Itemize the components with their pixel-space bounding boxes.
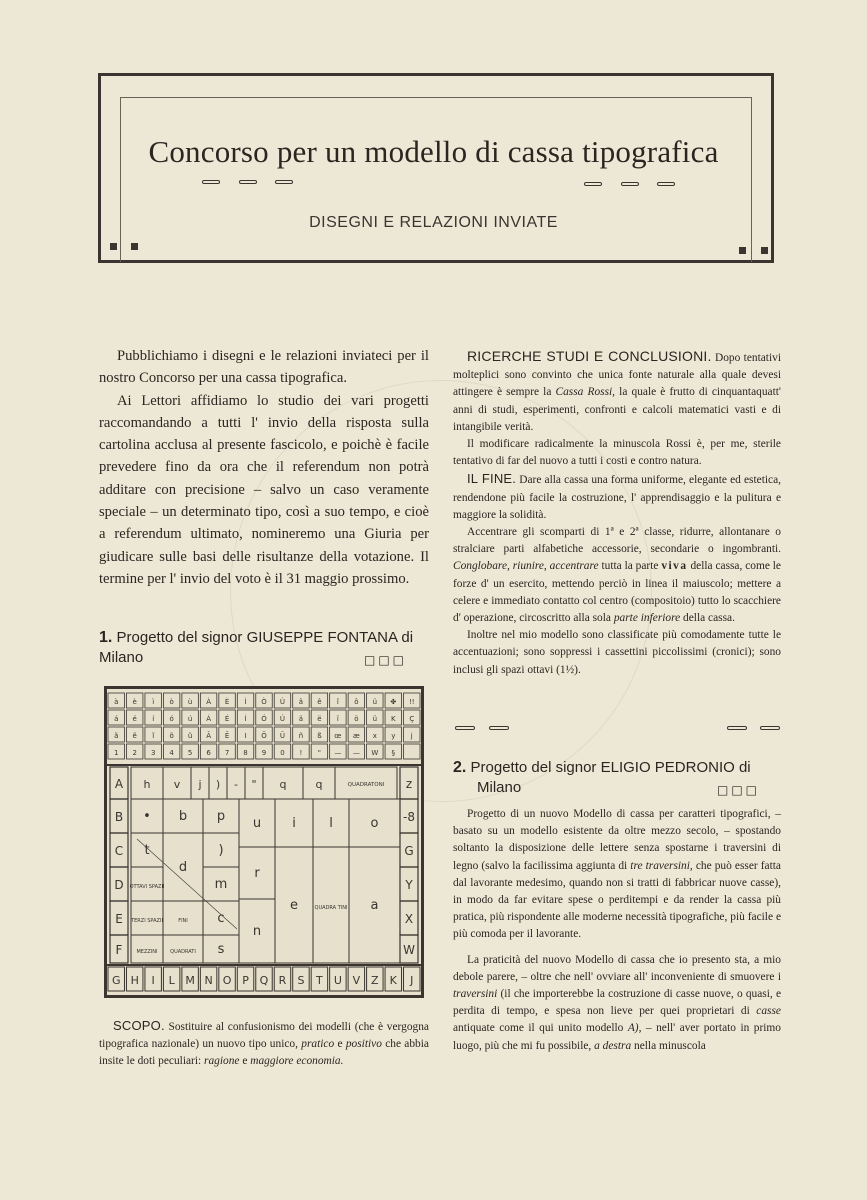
accent-cell: ẽ [132, 732, 137, 740]
accent-cell: ï [336, 715, 339, 723]
accent-cell: ê [317, 698, 322, 706]
case-cell: s [217, 942, 225, 957]
scopo-text: Sostituire al confusionismo dei modelli (che è vergogna tipografica nazionale) un nuovo tipo unico, [99, 1021, 429, 1051]
capital-cell: F [115, 943, 123, 957]
ornament [727, 726, 747, 730]
capital-cell: B [114, 810, 124, 824]
capital-cell: z [405, 777, 413, 791]
case-cell: n [252, 924, 262, 939]
accentrare-text: tutta la parte [601, 560, 659, 573]
bottom-capital-cell: T [316, 974, 323, 987]
ornament-square [110, 243, 117, 250]
bottom-capital-cell: K [389, 974, 397, 987]
accent-cell: ũ [187, 732, 193, 740]
accent-cell: Ó [261, 715, 267, 723]
ricerche-text: la quale è frutto di cinquantaquatt' anni di studi, esperimenti, confronti e calcoli matematici vasti e di intangibile verità. [453, 386, 781, 433]
accent-cell: é [132, 715, 137, 723]
type-case-drawing [107, 689, 421, 995]
case-cell: • [143, 809, 151, 824]
bottom-capital-cell: R [278, 974, 287, 987]
case-cell: t [144, 843, 150, 858]
accent-cell: 4 [169, 749, 174, 757]
case-compartment [404, 744, 420, 759]
ricerche-label: RICERCHE STUDI E CONCLUSIONI. [467, 348, 712, 364]
ornament [584, 182, 602, 186]
accent-cell: É [224, 715, 230, 723]
case-cell: j [198, 778, 202, 791]
accent-cell: ó [169, 715, 174, 723]
bottom-capital-cell: Z [371, 974, 379, 987]
accent-cell: ì [152, 698, 155, 706]
accent-cell: ü [372, 698, 378, 706]
case-cell: FINI [178, 918, 188, 924]
ornament-square [761, 247, 768, 254]
accent-cell: á [114, 715, 119, 723]
project2-text-part: che può esser fatta dal lavorante medesimo, quando non si tratti di fabbricar nuove casse), in modo da far evitare spese o perditempi e da render la cassa più pratica, più rispondente alle moderne necessità tipografiche, più facile e più comoda per il lavorante. [453, 859, 781, 941]
accentrare-bold: viva [661, 560, 688, 573]
case-cell: QUADRA TINI [314, 905, 348, 911]
accent-cell: 1 [114, 749, 119, 757]
bottom-capital-cell: P [242, 974, 249, 987]
page-title: Concorso per un modello di cassa tipografica [148, 134, 719, 169]
accent-cell: x [372, 732, 377, 740]
accentrare-emphasis: parte inferiore [613, 612, 681, 625]
scopo-text: e [242, 1055, 248, 1068]
project2-title: Progetto del signor ELIGIO PEDRONIO di [470, 759, 751, 776]
case-cell: p [216, 809, 226, 824]
fine-text: Dare alla cassa una forma uniforme, elegante ed estetica, rendendone più facile la costruzione, l' apprendisaggio e la pulitura e maggiore la solidità. [453, 474, 781, 521]
accent-cell: è [132, 698, 137, 706]
accent-cell: ö [354, 715, 359, 723]
page-subtitle: DISEGNI E RELAZIONI INVIATE [309, 214, 558, 231]
case-cell: ) [218, 843, 224, 858]
project2-emphasis: A), [627, 1022, 642, 1035]
ornament-square [131, 243, 138, 250]
accent-cell: Ẽ [224, 732, 230, 740]
bottom-capital-cell: N [204, 974, 213, 987]
accent-cell: â [298, 698, 304, 706]
accent-cell: Ì [244, 698, 247, 706]
case-cell: l [329, 816, 333, 831]
accent-cell: ß [317, 732, 322, 740]
project2-emphasis: a destra [594, 1039, 632, 1052]
project1-city: Milano [99, 649, 144, 666]
capital-cell: Y [405, 878, 413, 892]
bottom-capital-cell: H [130, 974, 139, 987]
ornament [760, 726, 780, 730]
accent-cell: ë [317, 715, 322, 723]
accent-cell: Í [244, 715, 247, 723]
ornament [621, 182, 639, 186]
capital-cell: X [404, 912, 414, 926]
case-cell: c [217, 911, 225, 926]
bottom-capital-cell: Q [259, 974, 269, 987]
bottom-capital-cell: J [410, 974, 414, 987]
bottom-capital-cell: I [151, 974, 155, 987]
accent-cell: !! [408, 698, 415, 706]
capital-cell: E [115, 912, 123, 926]
accent-cell: Ã [206, 732, 211, 740]
accent-cell: ô [354, 698, 359, 706]
project2-emphasis: traversini [453, 988, 498, 1001]
case-cell: - [234, 778, 238, 791]
case-cell: MEZZINI [136, 949, 158, 955]
accent-cell: ü [372, 715, 378, 723]
capital-cell: W [403, 943, 415, 957]
accent-cell: À [206, 698, 211, 706]
case-cell: q [279, 778, 287, 791]
accentrare-text: della cassa. [683, 612, 735, 625]
capital-cell: G [404, 844, 414, 858]
scopo-emphasis: maggiore economia. [250, 1055, 344, 1068]
accent-cell: œ [334, 732, 342, 740]
scopo-emphasis: pratico [301, 1038, 335, 1051]
accent-cell: ! [299, 749, 303, 757]
ornament [239, 180, 257, 184]
intro-text [99, 345, 429, 590]
accentrare-text: della cassa, come le forze d' un esercito, mettendo perciò in linea il maiuscolo; mettere a celere e immediato contatto col centro (compositoio) tutto lo scacchiere d' operazione, circoscritto alla sola [453, 560, 781, 625]
accent-cell: î [336, 698, 339, 706]
project1-title: Progetto del signor GIUSEPPE FONTANA di [116, 629, 414, 646]
accent-cell: ✤ [390, 698, 397, 706]
inoltre-paragraph: Inoltre nel mio modello sono classificate più comodamente tutte le accentuazioni; sono soppressi i cassettini piccolissimi (cronici); sono inclusi gli spazi ottavi (1½). [453, 629, 781, 676]
type-case-diagram [104, 686, 424, 998]
case-cell: m [214, 877, 228, 892]
project1-marks: □□□ [364, 653, 408, 667]
bottom-capital-cell: O [222, 974, 232, 987]
capital-cell: D [114, 878, 124, 892]
ornament [275, 180, 293, 184]
accentrare-emphasis: Conglobare, riunire, accentrare [453, 560, 599, 573]
accent-cell: W [371, 749, 379, 757]
modificare-paragraph: Il modificare radicalmente la minuscola Rossi è, per me, sterile tentativo di far del nuovo a tutti i costi e contro natura. [453, 438, 781, 468]
intro-paragraph: Pubblichiamo i disegni e le relazioni inviateci per il nostro Concorso per una cassa tipografica. [99, 348, 429, 387]
accent-cell: 8 [243, 749, 248, 757]
case-cell: q [315, 778, 323, 791]
scopo-text: che abbia insite le doti peculiari: [99, 1038, 429, 1068]
case-cell: d [178, 860, 188, 875]
scopo-emphasis: positivo [345, 1038, 382, 1051]
case-cell: o [370, 816, 379, 831]
bottom-capital-cell: L [168, 974, 175, 987]
project2-text-part: nella minuscola [634, 1039, 706, 1052]
accentrare-text: Accentrare gli scomparti di 1ª e 2ª classe, ridurre, allontanare o stralciare parti alfabetiche accessorie, secondarie o ingombranti. [453, 526, 781, 556]
project2-city: Milano [477, 779, 522, 796]
fine-label: IL FINE. [467, 471, 517, 487]
accent-cell: õ [169, 732, 174, 740]
case-cell: u [252, 816, 262, 831]
bottom-capital-cell: U [333, 974, 342, 987]
case-cell: v [173, 778, 181, 791]
accent-cell: I [244, 732, 247, 740]
accent-cell: à [114, 698, 119, 706]
project1-number: 1. [99, 629, 113, 646]
case-cell: h [143, 778, 151, 791]
accent-cell: 5 [187, 749, 193, 757]
accent-cell: Ú [279, 715, 286, 723]
accent-cell: j [410, 732, 413, 740]
accent-cell: Ò [261, 698, 267, 706]
project2-emphasis: casse [756, 1005, 781, 1018]
accent-cell: ñ [298, 732, 304, 740]
accent-cell: 3 [150, 749, 156, 757]
project2-text-part: (il che importerebbe la costruzione di casse nuove, o quasi, e perdita di tempo, e spesa non lieve per quei proprietari di [453, 988, 781, 1018]
accent-cell: " [317, 749, 322, 757]
case-cell: TERZI SPAZII [131, 918, 163, 924]
accent-cell: — [334, 749, 342, 757]
ornament [455, 726, 475, 730]
accent-cell: 9 [261, 749, 267, 757]
accent-cell: ĩ [152, 732, 155, 740]
project2-number: 2. [453, 759, 467, 776]
scopo-text: e [337, 1038, 343, 1051]
accent-cell: æ [352, 732, 360, 740]
accent-cell: 6 [206, 749, 211, 757]
accent-cell: È [224, 698, 230, 706]
accent-cell: ù [187, 698, 193, 706]
accent-cell: Ũ [279, 732, 286, 740]
project2-emphasis: tre traversini, [630, 859, 693, 872]
case-cell: b [178, 809, 188, 824]
intro-paragraph: Ai Lettori affidiamo lo studio dei vari progetti raccomandando a tutti l' invio della risposta sulla cartolina acclusa al presente fascicolo, e poichè è facile prevedere fino da ora che il referendum non potrà additare con precisione – salvo un caso veramente speciale – un determinato tipo, così a suo tempo, e cioè a referendum ultimato, nomineremo una Giuria per giudicare sulle basi delle risultanze della votazione. Il termine per l' invio del voto è il 31 maggio prossimo. [99, 392, 429, 587]
bottom-capital-cell: M [185, 974, 195, 987]
accent-cell: Õ [261, 732, 267, 740]
accent-cell: ú [187, 715, 193, 723]
ornament-square [739, 247, 746, 254]
accent-cell: ò [169, 698, 174, 706]
case-cell: QUADRATONI [347, 782, 385, 788]
scopo-paragraph [99, 1017, 429, 1071]
case-cell: ) [215, 778, 221, 791]
accent-cell: 0 [280, 749, 285, 757]
case-cell: e [290, 898, 298, 913]
case-cell: " [251, 778, 257, 791]
bottom-capital-cell: G [111, 974, 121, 987]
case-cell: r [254, 866, 260, 881]
accent-cell: ä [298, 715, 304, 723]
ornament [489, 726, 509, 730]
case-cell: QUADRATI [170, 949, 196, 955]
accent-cell: § [391, 749, 396, 757]
ricerche-emphasis: Cassa Rossi, [555, 386, 616, 399]
bottom-capital-cell: S [297, 974, 305, 987]
right-column-text [453, 348, 781, 679]
scopo-emphasis: ragione [204, 1055, 240, 1068]
capital-cell: C [114, 844, 124, 858]
accent-cell: 2 [132, 749, 137, 757]
project2-text-part: – nell' aver portato in primo luogo, più che mi fu possibile, [453, 1022, 781, 1052]
accent-cell: y [391, 732, 396, 740]
project2-text-part: La praticità del nuovo Modello di cassa che io presento sta, a mio debole parere, – oltre che nell' ovviare all' inconveniente di smuovere i [453, 953, 781, 983]
ornament [657, 182, 675, 186]
project2-text-part: antiquate come il qui unito modello [453, 1022, 624, 1035]
accent-cell: í [152, 715, 155, 723]
project2-text-part: Progetto di un nuovo Modello di cassa per caratteri tipografici, – basato su un modello esistente da oltre mezzo secolo, – spostando soltanto la disposizione delle lettere senza spostarne i traversini di legno (salvo la facilissima aggiunta di [453, 808, 781, 872]
project1-heading [99, 628, 429, 668]
project2-heading [453, 758, 781, 798]
project2-text [453, 806, 781, 1055]
accent-cell: — [352, 749, 360, 757]
accent-cell: Ù [279, 698, 286, 706]
project2-marks: □□□ [717, 783, 761, 797]
accent-cell: K [390, 715, 396, 723]
accent-cell: ã [114, 732, 119, 740]
ricerche-text: Dopo tentativi molteplici sono convinto che unica fonte naturale alla quale devesi attingere è sempre la [453, 352, 781, 399]
capital-cell: -8 [403, 810, 415, 824]
case-cell: OTTAVI SPAZII [129, 884, 165, 890]
scopo-label: SCOPO. [113, 1018, 165, 1033]
ornament [202, 180, 220, 184]
accent-cell: 7 [224, 749, 230, 757]
bottom-capital-cell: V [352, 974, 361, 987]
capital-cell: A [114, 777, 124, 791]
case-cell: a [370, 898, 379, 913]
case-cell: i [292, 816, 296, 831]
accent-cell: Á [206, 715, 211, 723]
accent-cell: Ç [409, 715, 415, 723]
